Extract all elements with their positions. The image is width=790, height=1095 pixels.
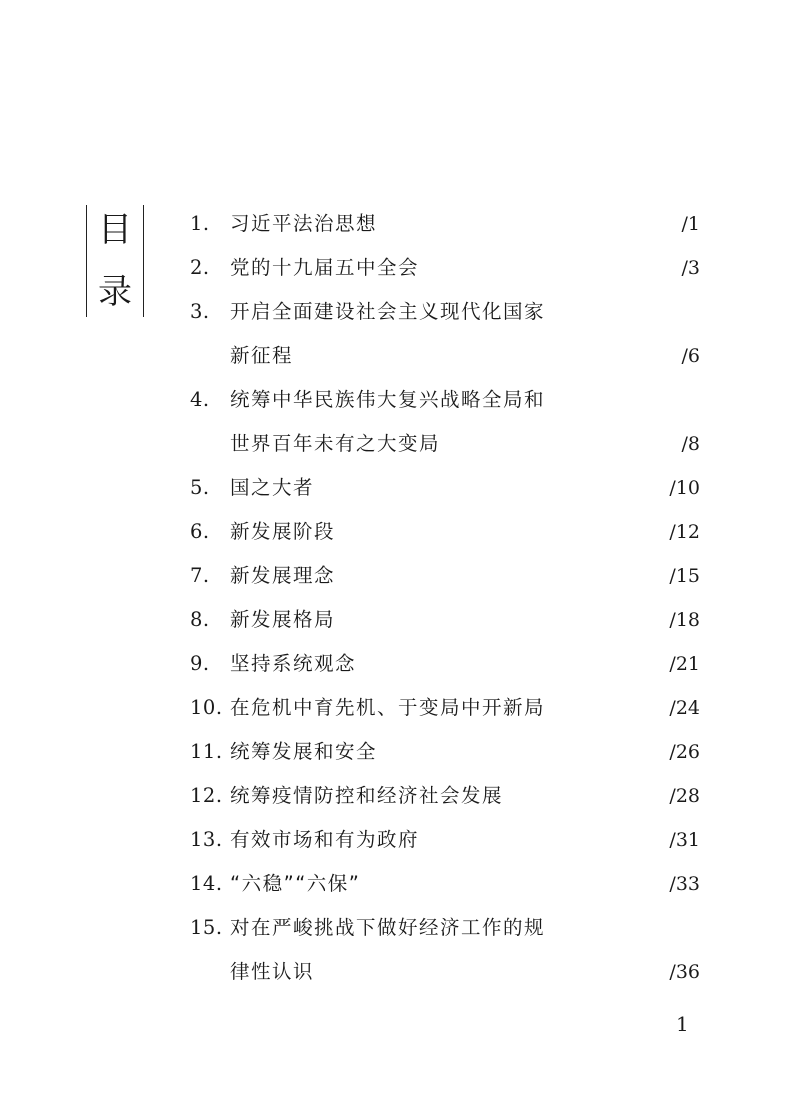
toc-entry-number: 4. xyxy=(190,388,210,411)
toc-entry-page: /28 xyxy=(669,785,700,807)
toc-entry-row xyxy=(190,686,700,730)
toc-entry-page: /3 xyxy=(681,257,700,279)
toc-entry-title: 坚持系统观念 xyxy=(230,652,357,675)
toc-entry-row xyxy=(190,290,700,334)
toc-entry-row xyxy=(190,334,700,378)
toc-entry-page: /6 xyxy=(681,345,700,367)
toc-entry-title: 新征程 xyxy=(230,344,294,367)
toc-entry-page: /24 xyxy=(669,697,700,719)
toc-entry-row xyxy=(190,202,700,246)
toc-entry-number: 14. xyxy=(190,872,223,895)
toc-entry-row xyxy=(190,466,700,510)
toc-entry-title: 有效市场和有为政府 xyxy=(230,828,420,851)
toc-entry-page: /21 xyxy=(669,653,700,675)
toc-entry-page: /12 xyxy=(669,521,700,543)
page-number: 1 xyxy=(676,1012,689,1036)
toc-heading xyxy=(86,205,144,317)
toc-entry-number: 13. xyxy=(190,828,223,851)
toc-entry-title: 在危机中育先机、于变局中开新局 xyxy=(230,696,546,719)
toc-entry-title: 开启全面建设社会主义现代化国家 xyxy=(230,300,546,323)
toc-entry-row xyxy=(190,554,700,598)
toc-entry-title: 世界百年未有之大变局 xyxy=(230,432,441,455)
toc-entry-row xyxy=(190,642,700,686)
toc-entry-row xyxy=(190,422,700,466)
toc-entry-page: /8 xyxy=(681,433,700,455)
toc-entry-title: 新发展理念 xyxy=(230,564,336,587)
toc-entry-page: /31 xyxy=(669,829,700,851)
toc-entry-number: 1. xyxy=(190,212,210,235)
toc-entry-page: /1 xyxy=(681,213,700,235)
toc-entry-row xyxy=(190,950,700,994)
toc-entry-title: 对在严峻挑战下做好经济工作的规 xyxy=(230,916,546,939)
toc-entry-title: 国之大者 xyxy=(230,476,315,499)
toc-entry-row xyxy=(190,246,700,290)
toc-entry-row xyxy=(190,906,700,950)
toc-heading-char-1: 目 xyxy=(98,210,132,250)
toc-entry-title: 统筹疫情防控和经济社会发展 xyxy=(230,784,504,807)
toc-entry-number: 3. xyxy=(190,300,210,323)
toc-entry-number: 8. xyxy=(190,608,210,631)
toc-heading-char-2: 录 xyxy=(98,272,132,312)
toc-entry-row xyxy=(190,862,700,906)
toc-entry-title: 律性认识 xyxy=(230,960,315,983)
toc-entry-number: 10. xyxy=(190,696,223,719)
toc-entry-page: /18 xyxy=(669,609,700,631)
toc-entry-title: 新发展阶段 xyxy=(230,520,336,543)
toc-entry-title: 统筹中华民族伟大复兴战略全局和 xyxy=(230,388,546,411)
toc-entry-page: /36 xyxy=(669,961,700,983)
toc-entry-number: 6. xyxy=(190,520,210,543)
toc-entry-number: 9. xyxy=(190,652,210,675)
toc-entry-number: 2. xyxy=(190,256,210,279)
toc-entry-page: /10 xyxy=(669,477,700,499)
toc-entry-page: /33 xyxy=(669,873,700,895)
toc-entry-row xyxy=(190,818,700,862)
toc-entry-row xyxy=(190,598,700,642)
toc-entry-title: 统筹发展和安全 xyxy=(230,740,378,763)
toc-entry-title: “六稳”“六保” xyxy=(230,872,361,895)
toc-entry-number: 5. xyxy=(190,476,210,499)
toc-entry-number: 7. xyxy=(190,564,210,587)
toc-entry-title: 习近平法治思想 xyxy=(230,212,378,235)
toc-entry-number: 15. xyxy=(190,916,223,939)
toc-entry-row xyxy=(190,510,700,554)
toc-list xyxy=(190,202,700,994)
toc-entry-row xyxy=(190,378,700,422)
toc-entry-number: 12. xyxy=(190,784,223,807)
toc-entry-number: 11. xyxy=(190,740,223,763)
toc-entry-row xyxy=(190,730,700,774)
toc-entry-page: /15 xyxy=(669,565,700,587)
toc-entry-title: 新发展格局 xyxy=(230,608,336,631)
toc-entry-row xyxy=(190,774,700,818)
toc-entry-title: 党的十九届五中全会 xyxy=(230,256,420,279)
toc-entry-page: /26 xyxy=(669,741,700,763)
